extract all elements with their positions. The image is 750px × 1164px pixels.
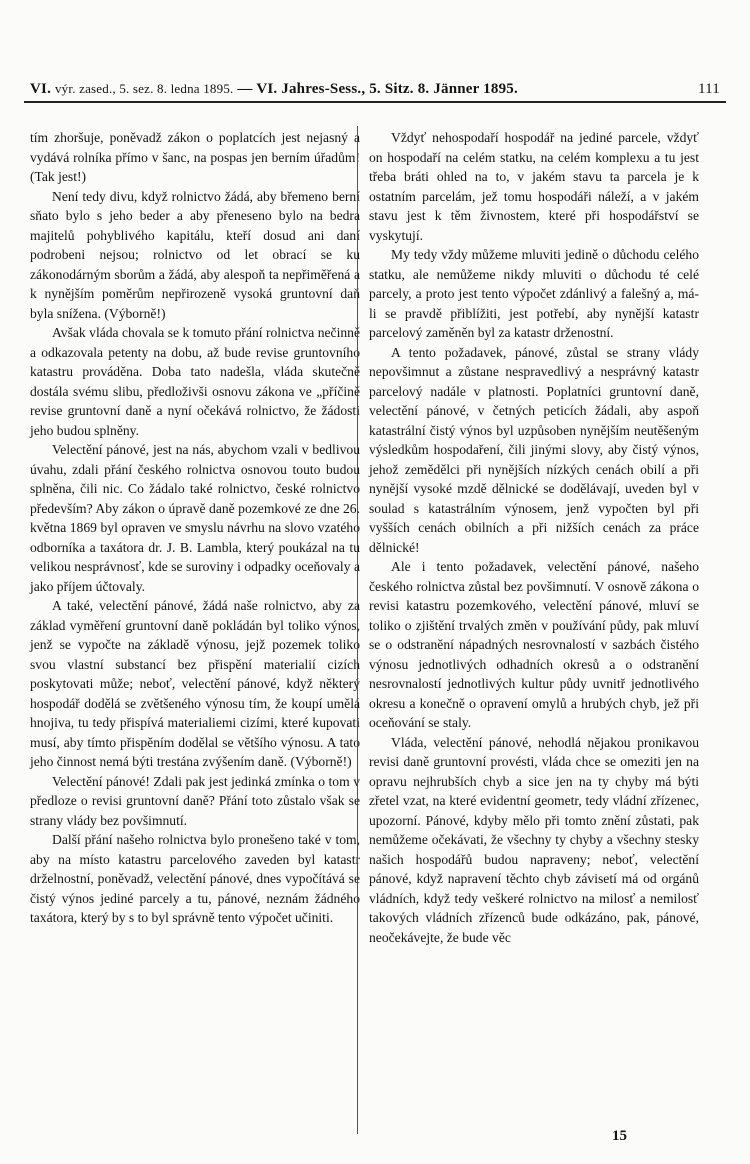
paragraph: Velectění pánové, jest na nás, abychom vzali v bedlivou úvahu, zdali přání českého rolnictva osnovou touto budou splněna, čili nic. Co žádalo také rolnictvo, české rolnictvo především? Aby zákon o úpravě daně pozemkové ze dne 26. května 1869 byl opraven ve smyslu návrhu na slovo vzatého odborníka a taxátora dr. J. B. Lambla, který poukázal na tu velikou nesprávnosť, kde se suroviny i odpadky oceňovaly a jako příjem účtovaly. <box>30 442 360 594</box>
left-column <box>30 128 360 928</box>
paragraph: Další přání našeho rolnictva bylo pronešeno také v tom, aby na místo katastru parcelového zaveden byl katastr drželnostní, poněvadž, velectění pánové, dnes vypočítává se čistý výnos jediné parcely a tu, pánové, neznám žádného taxátora, který by s to byl správně tento výpočet učiniti. <box>30 832 360 925</box>
header-separator: — <box>237 81 253 97</box>
header-rule <box>24 101 726 103</box>
running-header <box>30 74 720 98</box>
column-divider <box>357 126 358 1134</box>
right-column <box>369 128 699 947</box>
paragraph: Avšak vláda chovala se k tomuto přání rolnictva nečinně a odkazovala petenty na dobu, až bude revise gruntovního katastru prováděna. Doba tato nadešla, vláda skutečně dostála svému slibu, předloživši osnovu zákona ve „příčině revise gruntovní daně a nyní očekává rolnictvo, že žádosti jeho budou splněny. <box>30 325 360 438</box>
paragraph: tím zhoršuje, poněvadž zákon o poplatcích jest nejasný a vydává rolníka přímo v šanc, na pospas jen berním úřadům! (Tak jest!) <box>30 130 360 184</box>
paragraph: Velectění pánové! Zdali pak jest jedinká zmínka o tom v předloze o revisi gruntovní daně? Přání toto zůstalo však se strany vlády bez povšimnutí. <box>30 773 360 828</box>
header-session-number: VI. <box>30 81 52 97</box>
header-session-details: výr. zased., 5. sez. 8. ledna 1895. <box>54 81 234 96</box>
paragraph: Vláda, velectění pánové, nehodlá nějakou pronikavou revisi daně gruntovní provésti, vláda chce se omeziti jen na opravu nejhrubších chyb a sice jen na ty chyby má býti zřetel vzat, na které evidentní geometr, tedy vládní zřízenec, upozorní. Pánové, kdyby mělo při tomto znění zůstati, pak nemůžeme očekávati, že všechny ty chyby a všechny stesky našich hospodářů budou napraveny; neboť, velectění pánové, když napravení těchto chyb závisetí má od orgánů vládních, když tedy veškeré rolnictvo na milosť a nemilosť takových vládních zřízenců bude odkázáno, pak, pánové, neočekávejte, že bude věc <box>369 734 699 945</box>
header-page-number: 111 <box>698 81 720 97</box>
paragraph: Není tedy divu, když rolnictvo žádá, aby břemeno berní sňato bylo s jeho beder a aby přeneseno bylo na bedra majitelů pohyblivého kapitálu, kteří dosud ani daní podrobeni nejsou; rolnictvo od let obrací se ku zákonodárným sborům a žádá, aby alespoň ta nepřiměřená a k nynějším poměrům nepřirozeně vysoká gruntovní daň byla snížena. (Výborně!) <box>30 188 360 321</box>
header-czech <box>30 81 518 98</box>
paragraph: Vždyť nehospodaří hospodář na jediné parcele, vždyť on hospodaří na celém statku, na celém komplexu a tu jest třeba bráti ohled na to, v jakém stavu ta parcela je k ostatním parcelám, jež tomu hospodáři náleží, a v jakém stavu jest k těm živnostem, které při hospodářství se vyskytují. <box>369 130 699 243</box>
paragraph: A tento požadavek, pánové, zůstal se strany vlády nepovšimnut a zůstane nespravedlivý a nesprávný katastr parcelový nadále v platnosti. Poplatníci gruntovní daně, velectění pánové, v četných peticích žádali, aby aspoň katastrální čistý výnos byl uzpůsoben nynějším neutěšeným výsledkům hospodaření, čili jinými slovy, aby čistý výnos, jehož zemědělci při nynějších nízkých cenách obilí a při nynější vysoké mzdě dělnické se dodělávají, uveden byl v soulad s katastrálním výnosem, jenž vypočten byl při vyšších cenách obilních a při nižších cenách za práce dělnické! <box>369 344 699 555</box>
paragraph: Ale i tento požadavek, velectění pánové, našeho českého rolnictva zůstal bez povšimnutí. V osnově zákona o revisi katastru pozemkového, velectění pánové, mluví se toliko o zjištění trvalých změn v používání půdy, pak mluví se o odstranění nápadných nesrovnalostí v sazbách čistého výnosu jednotlivých odhadních okresů a o odstranění nesrovnalostí jednotlivých kultur půdy uvnitř jednotlivého okresu a konečně o opravení omylů a hrubých chyb, jež při oceňování se staly. <box>369 559 699 730</box>
paragraph: My tedy vždy můžeme mluviti jedině o důchodu celého statku, ale nemůžeme nikdy mluviti o důchodu té celé parcely, a proto jest tento výpočet zdánlivý a falešný a, má-li se pravdě přiblížiti, jest potřebí, aby nynější katastr parcelový zaměněn byl za katastr drženostní. <box>369 247 699 340</box>
header-german: VI. Jahres-Sess., 5. Sitz. 8. Jänner 1895. <box>256 81 518 97</box>
signature-number: 15 <box>612 1128 627 1144</box>
paragraph: A také, velectění pánové, žádá naše rolnictvo, aby za základ vyměření gruntovní daně pokládán byl toliko výnos, jenž se vypočte na základě výnosu, jejž pozemek toliko svou vlastní substancí bez přispění materialií cizích poskytovati může; neboť, velectění pánové, když některý hospodář dodělá se zvětšeného výnosu tím, že koupí umělá hnojiva, tu tedy přispívá materialiemi cizími, které kupovati musí, aby tímto přispěním dodělal se většího výnosu. A tato jeho činnost nemá býti trestána zvýšením daně. (Výborně!) <box>30 598 360 769</box>
